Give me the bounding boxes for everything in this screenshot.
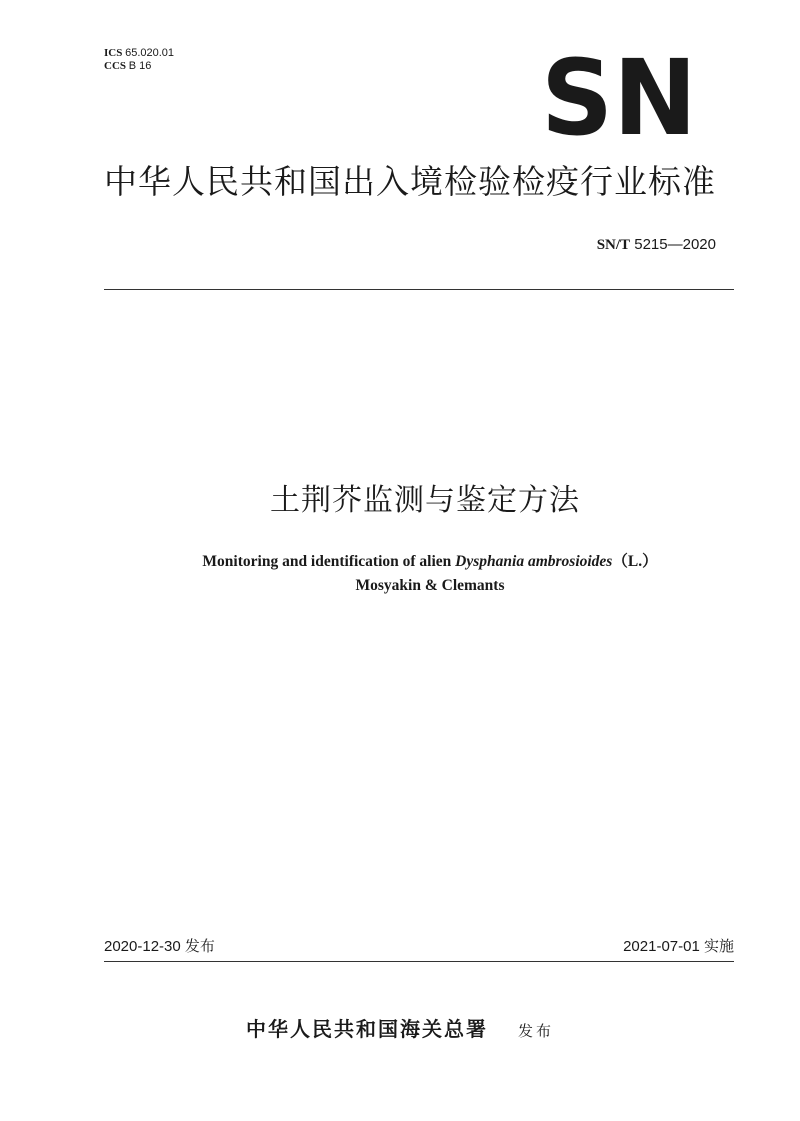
ccs-value: B 16 bbox=[128, 60, 152, 72]
footer-divider bbox=[104, 961, 734, 962]
issuer-organization: 中华人民共和国海关总署 bbox=[245, 1017, 488, 1041]
standard-code: 5215—2020 bbox=[634, 236, 716, 253]
title-english bbox=[120, 550, 740, 598]
title-english-line2: Mosyakin & Clemants bbox=[355, 577, 505, 594]
species-authority: （L.） bbox=[612, 553, 658, 570]
standard-number bbox=[597, 236, 716, 254]
ics-prefix: ICS bbox=[104, 47, 123, 59]
ccs-prefix: CCS bbox=[104, 60, 127, 72]
ics-code bbox=[104, 47, 174, 60]
ics-value: 65.020.01 bbox=[125, 47, 175, 59]
title-english-line1 bbox=[120, 550, 740, 574]
ccs-code bbox=[104, 60, 174, 73]
title-english-text: Monitoring and identification of alien bbox=[202, 553, 456, 570]
sn-logo-text: SN bbox=[541, 56, 697, 136]
classification-codes bbox=[104, 47, 174, 73]
agency-title: 中华人民共和国出入境检验检疫行业标准 bbox=[104, 162, 716, 201]
species-name: Dysphania ambrosioides bbox=[455, 553, 613, 570]
header-divider bbox=[104, 289, 734, 290]
issue-date: 2020-12-30 发布 bbox=[104, 938, 215, 955]
implementation-date: 2021-07-01 实施 bbox=[623, 938, 734, 955]
issuer-action: 发布 bbox=[517, 1022, 554, 1040]
issuer bbox=[0, 1013, 800, 1042]
sn-logo bbox=[540, 56, 698, 136]
title-chinese: 土荆芥监测与鉴定方法 bbox=[270, 483, 580, 518]
standard-prefix: SN/T bbox=[596, 237, 631, 253]
